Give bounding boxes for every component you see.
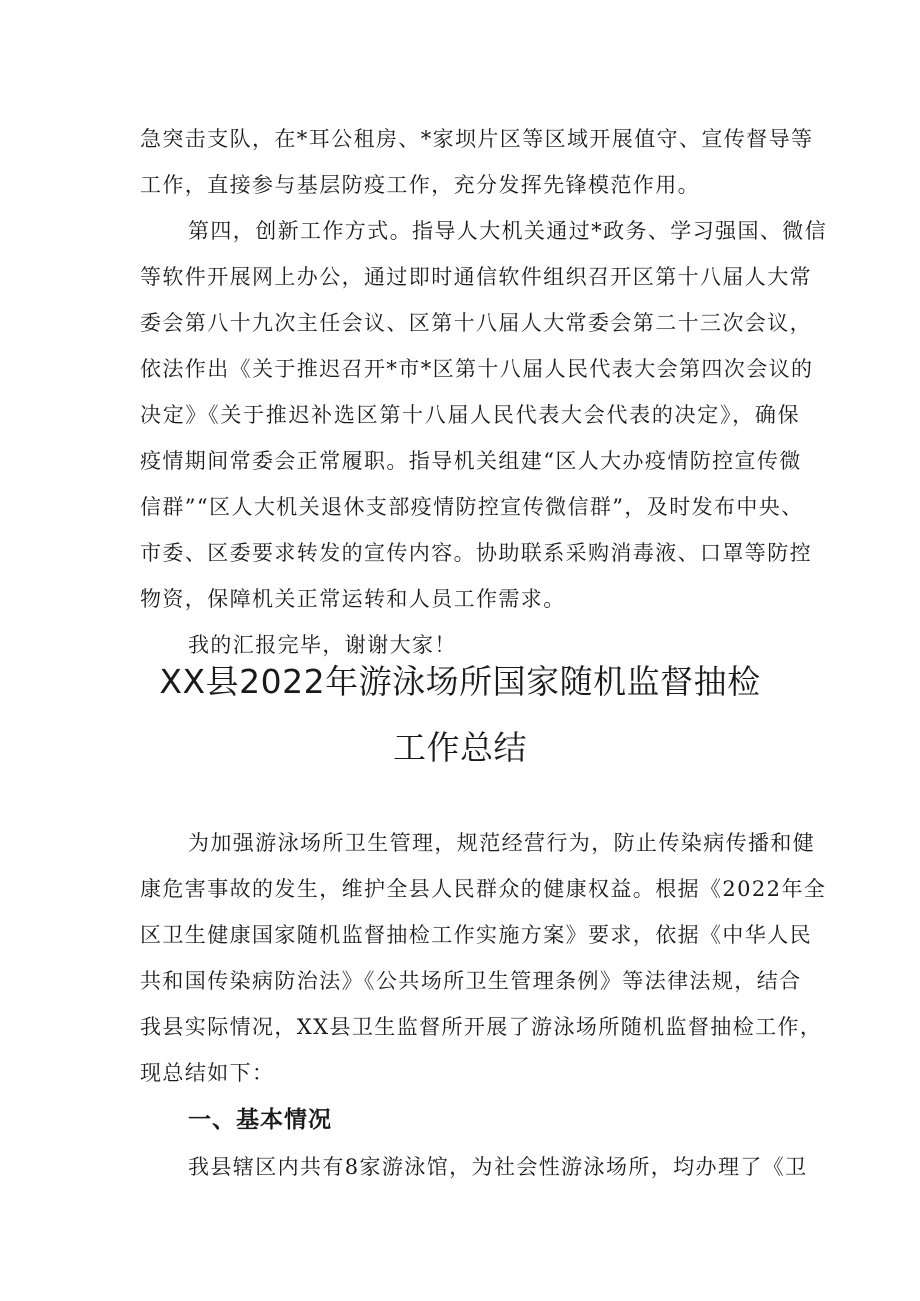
document-title-line2: 工作总结 (393, 728, 527, 767)
paragraph-line: 依法作出《关于推迟召开*市*区第十八届人民代表大会第四次会议的 (140, 357, 814, 381)
paragraph-line: 现总结如下： (140, 1061, 275, 1085)
paragraph-line: 我县实际情况，XX县卫生监督所开展了游泳场所随机监督抽检工作， (140, 1015, 823, 1039)
paragraph-line: 我县辖区内共有8家游泳馆，为社会性游泳场所，均办理了《卫 (188, 1155, 808, 1179)
paragraph-line: 疫情期间常委会正常履职。指导机关组建“区人大办疫情防控宣传微 (140, 449, 802, 473)
section-heading: 一、基本情况 (188, 1107, 332, 1133)
paragraph-line: 第四，创新工作方式。指导人大机关通过*政务、学习强国、微信 (188, 219, 828, 243)
paragraph-line: 决定》《关于推迟补选区第十八届人民代表大会代表的决定》，确保 (140, 403, 800, 427)
paragraph-line: 等软件开展网上办公，通过即时通信软件组织召开区第十八届人大常 (140, 265, 812, 289)
paragraph-line: 市委、区委要求转发的宣传内容。协助联系采购消毒液、口罩等防控 (140, 541, 812, 565)
paragraph-line: 工作，直接参与基层防疫工作，充分发挥先锋模范作用。 (140, 173, 700, 197)
paragraph-line: 急突击支队，在*耳公租房、*家坝片区等区域开展值守、宣传督导等 (140, 127, 814, 151)
paragraph-line: 为加强游泳场所卫生管理，规范经营行为，防止传染病传播和健 (188, 831, 816, 855)
paragraph-line: 信群”“区人大机关退休支部疫情防控宣传微信群”，及时发布中央、 (140, 495, 804, 519)
paragraph-line: 区卫生健康国家随机监督抽检工作实施方案》要求，依据《中华人民 (140, 923, 812, 947)
paragraph-line: 委会第八十九次主任会议、区第十八届人大常委会第二十三次会议， (140, 311, 812, 335)
paragraph-line: 康危害事故的发生，维护全县人民群众的健康权益。根据《2022年全 (140, 877, 827, 901)
closing-remark: 我的汇报完毕，谢谢大家！ (188, 633, 457, 657)
paragraph-line: 共和国传染病防治法》《公共场所卫生管理条例》等法律法规，结合 (140, 969, 802, 993)
document-title-line1: XX县2022年游泳场所国家随机监督抽检 (159, 662, 761, 701)
paragraph-line: 物资，保障机关正常运转和人员工作需求。 (140, 587, 566, 611)
